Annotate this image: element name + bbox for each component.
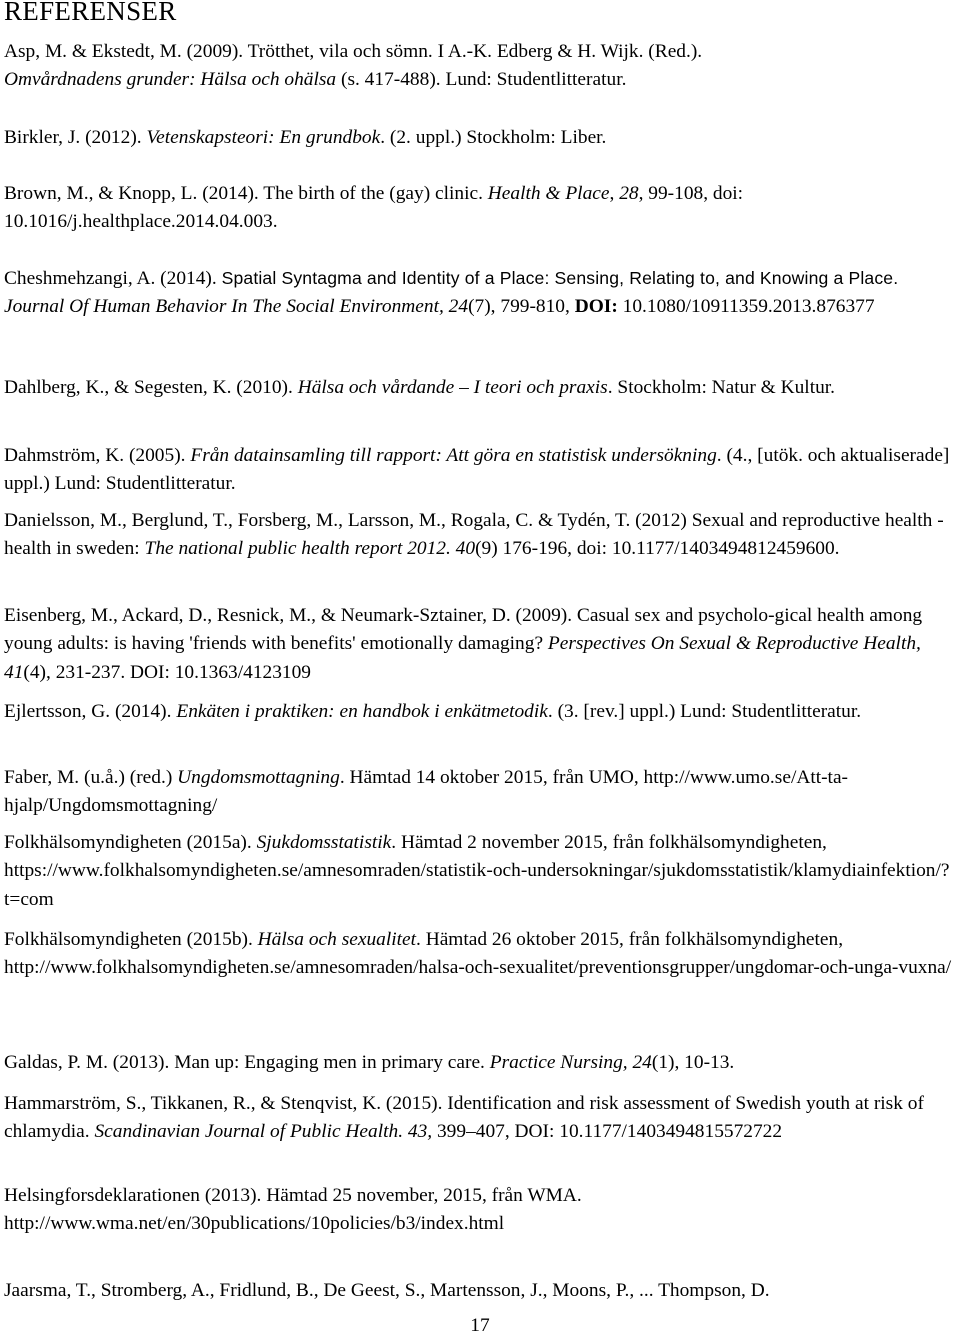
reference-galdas: Galdas, P. M. (2013). Man up: Engaging men in primary care. Practice Nursing, 24(1), 10-13. — [4, 1052, 735, 1073]
reference-ejlertsson: Ejlertsson, G. (2014). Enkäten i praktiken: en handbok i enkätmetodik. (3. [rev.] uppl.) Lund: Studentlitteratur. — [4, 701, 862, 722]
page-number: 17 — [470, 1315, 490, 1336]
reference-brown: Brown, M., & Knopp, L. (2014). The birth of the (gay) clinic. Health & Place, 28, 99-108, doi: 10.1016/j.healthplace.2014.04.003. — [4, 183, 744, 233]
reference-faber: Faber, M. (u.å.) (red.) Ungdomsmottagning. Hämtad 14 oktober 2015, från UMO, http://www.umo.se/Att-ta-hjalp/Ungdomsmottagning/ — [4, 767, 849, 817]
reference-folkhalsomyndigheten-a: Folkhälsomyndigheten (2015a). Sjukdomsstatistik. Hämtad 2 november 2015, från folkhälsomyndigheten, https://www.folkhalsomyndigheten.se/amnesomraden/statistik-och-undersokningar/sjukdomsstatistik/klamydiainfektion/?t=com — [4, 832, 950, 910]
reference-dahmstrom: Dahmström, K. (2005). Från datainsamling till rapport: Att göra en statistisk undersökning. (4., [utök. och aktualiserade] uppl.) Lund: Studentlitteratur. — [4, 445, 950, 495]
reference-hammarstrom: Hammarström, S., Tikkanen, R., & Stenqvist, K. (2015). Identification and risk assessment of Swedish youth at risk of chlamydia. Scandinavian Journal of Public Health. 43, 399–407, DOI: 10.1177/1403494815572722 — [4, 1093, 924, 1143]
reference-danielsson: Danielsson, M., Berglund, T., Forsberg, M., Larsson, M., Rogala, C. & Tydén, T. (2012) Sexual and reproductive health - health in sweden: The national public health report 2012. 40(9) 176-196, doi: 10.1177/1403494812459600. — [4, 510, 944, 560]
reference-eisenberg: Eisenberg, M., Ackard, D., Resnick, M., & Neumark-Sztainer, D. (2009). Casual sex and psycholo-gical health among young adults: is having 'friends with benefits' emotionally damaging? Perspectives On Sexual & Reproductive Health, 41(4), 231-237. DOI: 10.1363/4123109 — [4, 605, 923, 683]
reference-helsingfors: Helsingforsdeklarationen (2013). Hämtad 25 november, 2015, från WMA. http://www.wma.net/en/30publications/10policies/b3/index.html — [4, 1185, 582, 1235]
reference-jaarsma: Jaarsma, T., Stromberg, A., Fridlund, B., De Geest, S., Martensson, J., Moons, P., ... Thompson, D. — [4, 1280, 770, 1301]
reference-folkhalsomyndigheten-b: Folkhälsomyndigheten (2015b). Hälsa och sexualitet. Hämtad 26 oktober 2015, från folkhälsomyndigheten, http://www.folkhalsomyndigheten.se/amnesomraden/halsa-och-sexualitet/preventionsgrupper/ungdomar-och-unga-vuxna/ — [4, 929, 952, 979]
reference-dahlberg: Dahlberg, K., & Segesten, K. (2010). Hälsa och vårdande – I teori och praxis. Stockholm: Natur & Kultur. — [4, 377, 836, 398]
reference-asp: Asp, M. & Ekstedt, M. (2009). Trötthet, vila och sömn. I A.-K. Edberg & H. Wijk. (Red.). Omvårdnadens grunder: Hälsa och ohälsa (s. 417-488). Lund: Studentlitteratur. — [4, 41, 703, 91]
reference-cheshmehzangi: Cheshmehzangi, A. (2014). Spatial Syntagma and Identity of a Place: Sensing, Relating to, and Knowing a Place. Journal Of Human Behavior In The Social Environment, 24(7), 799-810, DOI: 10.1080/10911359.2013.876377 — [4, 268, 899, 318]
reference-birkler: Birkler, J. (2012). Vetenskapsteori: En grundbok. (2. uppl.) Stockholm: Liber. — [4, 127, 607, 148]
page-title: REFERENSER — [4, 0, 177, 26]
